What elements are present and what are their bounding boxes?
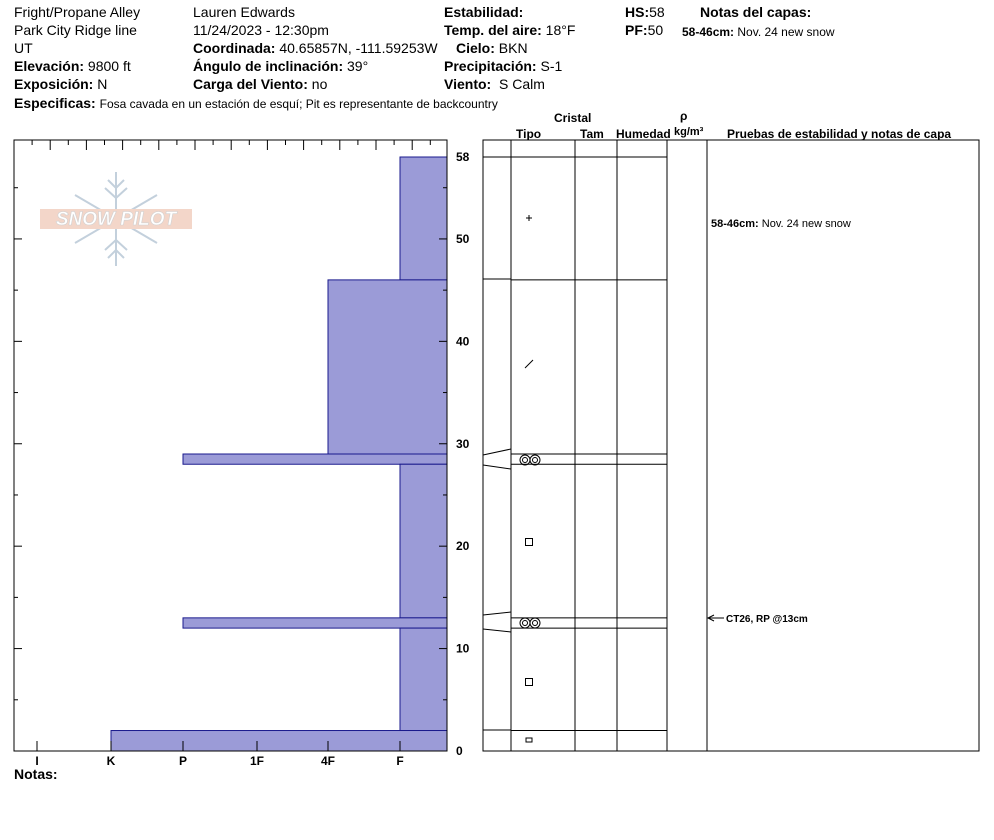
crystal-symbol [530, 618, 540, 628]
layer-annotation [711, 218, 851, 230]
layer-table [483, 140, 979, 751]
logo-text: SNOW PILOT [55, 209, 177, 230]
coordinate-value: 40.65857N, -111.59253W [279, 40, 438, 56]
pf-value: 50 [647, 22, 664, 38]
wind-value: S Calm [498, 76, 545, 92]
hardness-tick-label: I [35, 754, 39, 768]
crystal-symbol [523, 621, 528, 626]
air-temp-value: 18°F [545, 22, 576, 38]
depth-tick-label: 58 [456, 150, 470, 164]
hardness-bar [183, 618, 447, 628]
pf-label: PF: [625, 22, 648, 38]
col-tipo: Tipo [516, 127, 542, 141]
layer-note-range: 58-46cm: [682, 25, 735, 39]
specifics-value: Fosa cavada en un estación de esquí; Pit es representante de backcountry [99, 97, 498, 111]
hs-label: HS: [625, 4, 650, 20]
wind-label: Viento: [444, 76, 492, 92]
crystal-symbol [526, 738, 532, 742]
col-tam: Tam [580, 127, 604, 141]
hardness-bar [111, 731, 447, 751]
depth-tick-label: 0 [456, 744, 463, 758]
hardness-bar [183, 454, 447, 464]
crystal-symbol [530, 455, 540, 465]
sky-value: BKN [498, 40, 528, 56]
stability-label: Estabilidad: [444, 4, 524, 20]
air-temp-label: Temp. del aire: [444, 22, 542, 38]
col-density-unit: kg/m³ [674, 126, 704, 138]
hardness-tick-label: 1F [249, 754, 265, 768]
layer-table-border [483, 140, 979, 751]
aspect-value: N [97, 76, 108, 92]
hardness-tick-label: K [106, 754, 116, 768]
hardness-tick-label: F [396, 754, 404, 768]
observer-name: Lauren Edwards [193, 4, 295, 20]
notas-label: Notas: [14, 766, 58, 782]
depth-connector [483, 612, 511, 615]
observation-datetime: 11/24/2023 - 12:30pm [193, 22, 329, 38]
col-cristal: Cristal [554, 111, 592, 125]
range-name: Park City Ridge line [14, 22, 137, 38]
slope-label: Ángulo de inclinación: [193, 58, 344, 74]
hardness-tick-label: 4F [320, 754, 336, 768]
snowpilot-logo [40, 172, 192, 266]
layer-notes-label: Notas del capas: [700, 4, 812, 20]
hardness-bar [400, 157, 447, 280]
sky-label: Cielo: [456, 40, 495, 56]
depth-connector [483, 465, 511, 469]
depth-tick-label: 20 [456, 539, 470, 554]
hardness-layers [111, 157, 447, 751]
elevation-label: Elevación: [14, 58, 85, 74]
elevation-value: 9800 ft [87, 58, 131, 74]
hardness-bar [400, 464, 447, 618]
wind-load-label: Carga del Viento: [193, 76, 308, 92]
state-name: UT [14, 40, 33, 56]
hardness-bar [400, 628, 447, 730]
crystal-symbol [520, 618, 530, 628]
wind-load-value: no [311, 76, 328, 92]
slope-value: 39° [347, 58, 369, 74]
depth-tick-label: 30 [456, 436, 470, 451]
crystal-symbol [533, 621, 538, 626]
depth-tick-label: 50 [456, 231, 470, 246]
crystal-symbol [525, 360, 533, 368]
depth-tick-label: 40 [456, 334, 470, 349]
layer-note-text: Nov. 24 new snow [737, 25, 835, 39]
layer-annotation-text: Nov. 24 new snow [761, 218, 851, 230]
hardness-bar [328, 280, 447, 454]
stability-test-label: CT26, RP @13cm [726, 614, 808, 625]
location-name: Fright/Propane Alley [14, 4, 141, 20]
coordinate-label: Coordinada: [193, 40, 276, 56]
col-humedad: Humedad [616, 127, 671, 141]
col-rho: ρ [680, 109, 688, 123]
annotations [708, 218, 851, 625]
crystal-symbol [526, 679, 533, 686]
specifics-label: Especificas: [14, 95, 96, 111]
layer-annotation-range: 58-46cm: [711, 218, 762, 230]
aspect-label: Exposición: [14, 76, 94, 92]
depth-tick-label: 10 [456, 641, 470, 656]
precip-value: S-1 [540, 58, 563, 74]
precip-label: Precipitación: [444, 58, 537, 74]
crystal-symbol [526, 539, 533, 546]
crystal-symbol [523, 458, 528, 463]
depth-connector [483, 449, 511, 455]
depth-connector [483, 629, 511, 632]
col-tests: Pruebas de estabilidad y notas de capa [727, 127, 952, 141]
hardness-tick-label: P [178, 754, 188, 768]
crystal-symbol [533, 458, 538, 463]
hs-value: 58 [649, 4, 665, 20]
crystal-symbol [520, 455, 530, 465]
